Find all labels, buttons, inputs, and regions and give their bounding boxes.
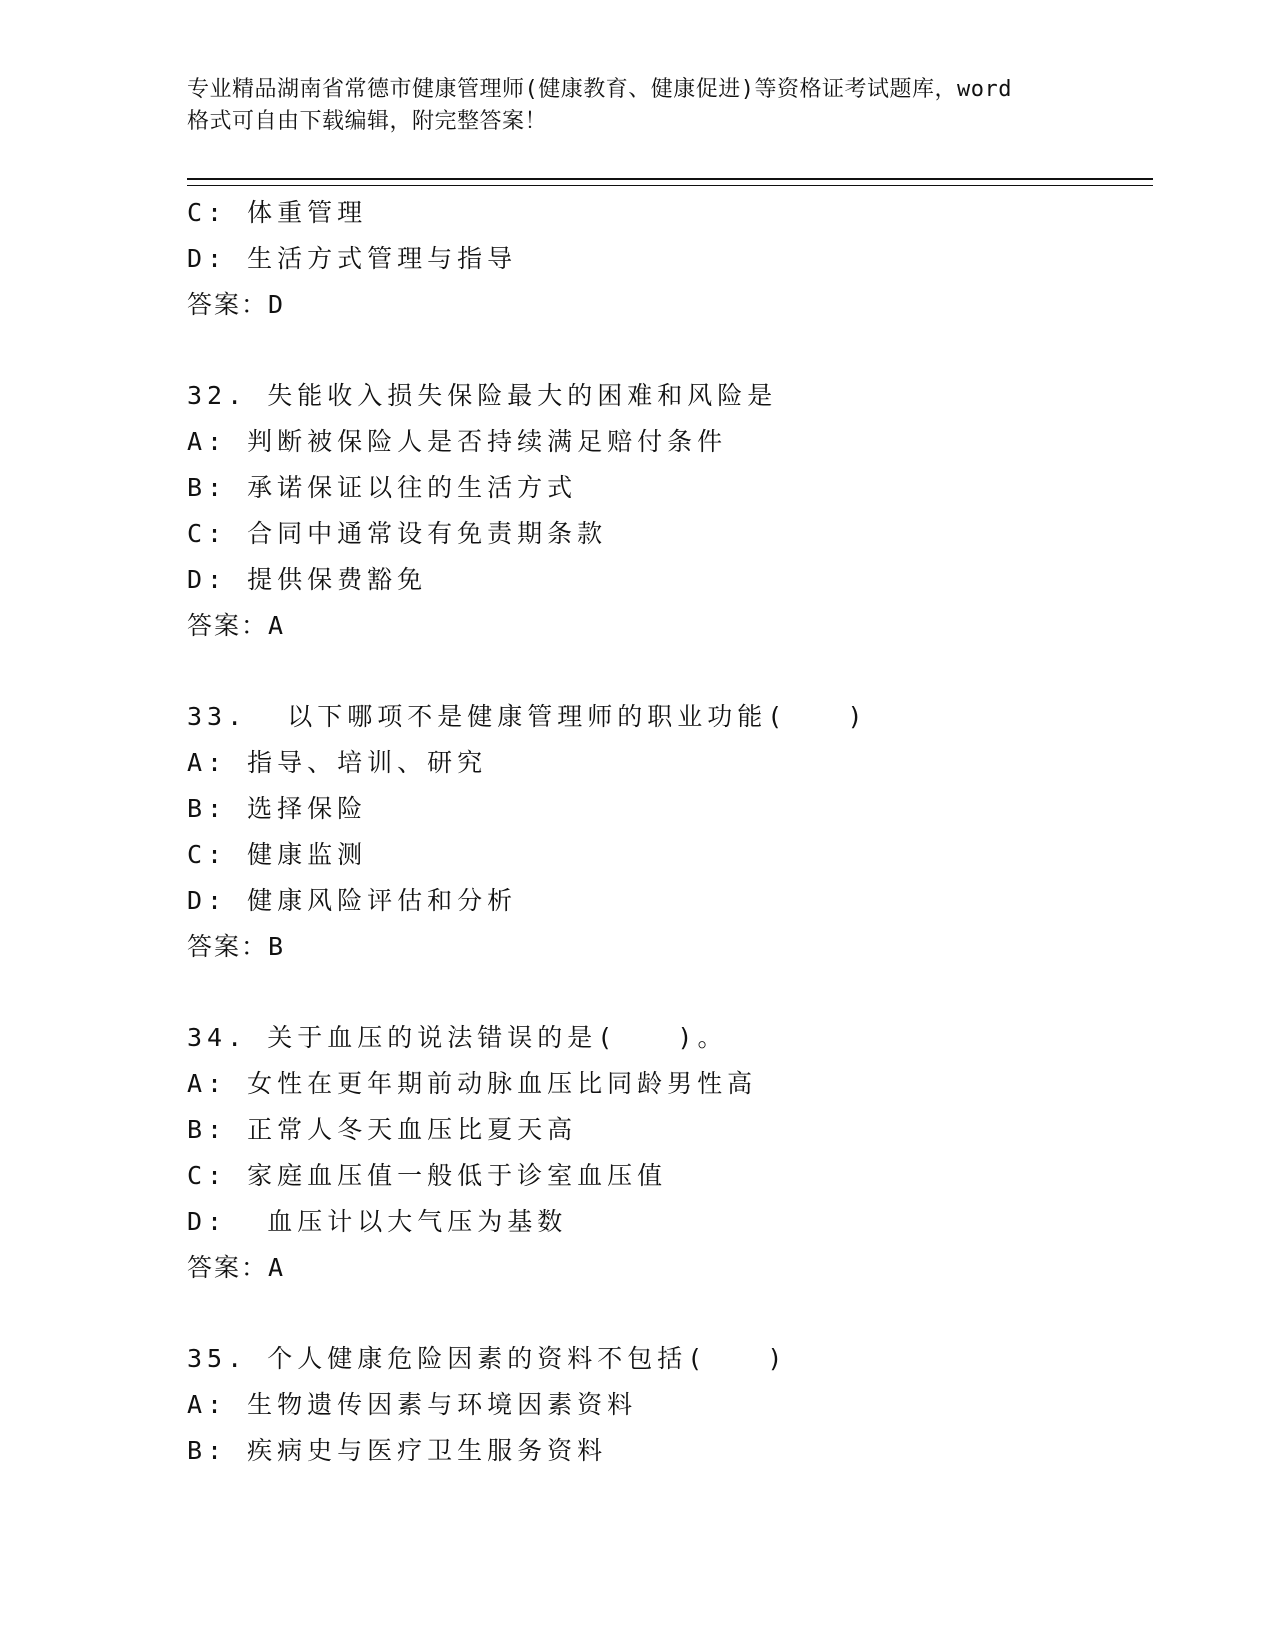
question-stem: 33. 以下哪项不是健康管理师的职业功能( ) bbox=[187, 702, 868, 731]
question-stem: 34. 关于血压的说法错误的是( )。 bbox=[187, 1023, 728, 1052]
option-a: A: 判断被保险人是否持续满足赔付条件 bbox=[187, 427, 728, 456]
header-line-1: 专业精品湖南省常德市健康管理师(健康教育、健康促进)等资格证考试题库，word bbox=[187, 77, 1012, 102]
option-d: D: 健康风险评估和分析 bbox=[187, 886, 518, 915]
question-32 bbox=[187, 373, 1147, 649]
option-d: D: 生活方式管理与指导 bbox=[187, 244, 518, 273]
answer-label: 答案： bbox=[187, 1253, 269, 1282]
answer-label: 答案： bbox=[187, 290, 269, 319]
option-a: A: 指导、培训、研究 bbox=[187, 748, 488, 777]
question-stem: 35. 个人健康危险因素的资料不包括( ) bbox=[187, 1344, 788, 1373]
answer-value: D bbox=[268, 290, 286, 319]
option-b: B: 承诺保证以往的生活方式 bbox=[187, 473, 578, 502]
option-c: C: 体重管理 bbox=[187, 198, 368, 227]
question-stem: 32. 失能收入损失保险最大的困难和风险是 bbox=[187, 381, 778, 410]
option-b: B: 正常人冬天血压比夏天高 bbox=[187, 1115, 578, 1144]
question-33 bbox=[187, 694, 1147, 970]
question-34 bbox=[187, 1015, 1147, 1291]
option-c: C: 家庭血压值一般低于诊室血压值 bbox=[187, 1161, 668, 1190]
answer-label: 答案： bbox=[187, 932, 269, 961]
answer-line bbox=[187, 603, 1147, 649]
option-d: D: 血压计以大气压为基数 bbox=[187, 1207, 568, 1236]
answer-value: A bbox=[268, 611, 286, 640]
option-c: C: 合同中通常设有免责期条款 bbox=[187, 519, 608, 548]
option-d: D: 提供保费豁免 bbox=[187, 565, 428, 594]
answer-value: A bbox=[268, 1253, 286, 1282]
question-35 bbox=[187, 1336, 1147, 1474]
answer-line bbox=[187, 282, 1147, 328]
question-31-continued bbox=[187, 190, 1147, 328]
answer-line bbox=[187, 1245, 1147, 1291]
option-b: B: 选择保险 bbox=[187, 794, 368, 823]
page-header bbox=[187, 74, 1087, 138]
option-a: A: 生物遗传因素与环境因素资料 bbox=[187, 1390, 638, 1419]
header-divider bbox=[187, 178, 1153, 186]
option-a: A: 女性在更年期前动脉血压比同龄男性高 bbox=[187, 1069, 758, 1098]
header-line-2: 格式可自由下载编辑，附完整答案！ bbox=[187, 109, 548, 134]
question-list bbox=[187, 190, 1147, 1474]
option-b: B: 疾病史与医疗卫生服务资料 bbox=[187, 1436, 608, 1465]
answer-line bbox=[187, 924, 1147, 970]
option-c: C: 健康监测 bbox=[187, 840, 368, 869]
answer-label: 答案： bbox=[187, 611, 269, 640]
answer-value: B bbox=[268, 932, 286, 961]
